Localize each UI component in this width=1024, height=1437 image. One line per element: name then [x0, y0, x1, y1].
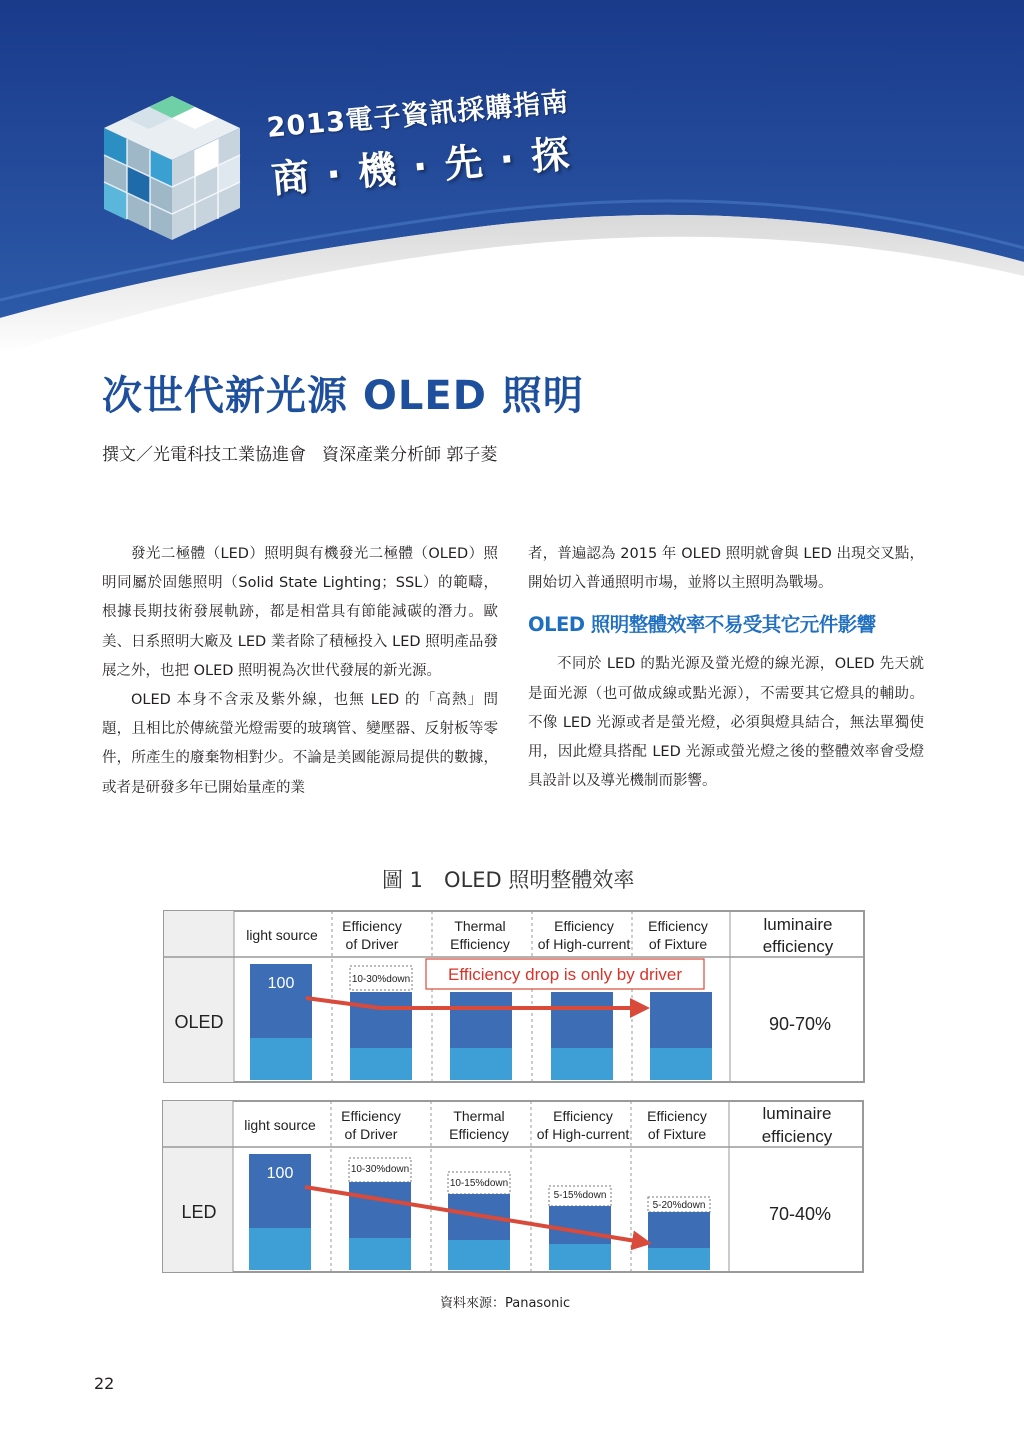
- bar-led-light-source-base: [249, 1228, 311, 1270]
- bar-led-driver: [349, 1182, 411, 1238]
- body-column-left: [102, 540, 498, 803]
- bar-oled-thermal: [450, 992, 512, 1048]
- figure-source: 資料來源：Panasonic: [440, 1296, 571, 1311]
- header-fixture: Efficiency: [648, 918, 708, 934]
- header-fixture: of Fixture: [648, 936, 708, 952]
- led-result: 70-40%: [768, 1204, 832, 1224]
- header-thermal: Efficiency: [449, 1126, 509, 1142]
- header-thermal: Thermal: [454, 918, 506, 934]
- bar-oled-light-source-base: [250, 1038, 312, 1080]
- bar-led-fixture-base: [648, 1248, 710, 1270]
- body-paragraph: 不同於 LED 的點光源及螢光燈的線光源，OLED 先天就是面光源（也可做成線或點光源），不需要其它燈具的輔助。不像 LED 光源或者是螢光燈，必須與燈具結合，無法單獨使用，因此燈具搭配 LED 光源或螢光燈之後的整體效率會受燈具設計以及導光機制而影響。: [528, 656, 924, 790]
- bar-oled-fixture: [650, 992, 712, 1048]
- banner-slogan: 商 · 機 · 先 · 探: [269, 131, 573, 202]
- section-subheading: OLED 照明整體效率不易受其它元件影響: [528, 613, 876, 637]
- header-driver: of Driver: [344, 1126, 398, 1142]
- header-high-current: Efficiency: [554, 918, 614, 934]
- body-paragraph: 發光二極體（LED）照明與有機發光二極體（OLED）照明同屬於固態照明（Solid State Lighting；SSL）的範疇，根據長期技術發展軌跡，都是相當具有節能減碳的潛力。歐美、日系照明大廠及 LED 業者除了積極投入 LED 照明產品發展之外，也把 OLED 照明視為次世代發展的新光源。: [102, 546, 498, 679]
- row-label-oled: OLED: [174, 1012, 224, 1032]
- bar-oled-thermal-base: [450, 1048, 512, 1080]
- page-number: 22: [94, 1374, 115, 1393]
- cube-logo: [94, 90, 250, 246]
- header-high-current: of High-current: [536, 1126, 630, 1142]
- body-paragraph: OLED 本身不含汞及紫外線，也無 LED 的「高熱」問題，且相比於傳統螢光燈需要的玻璃管、變壓器、反射板等零件，所產生的廢棄物相對少。不論是美國能源局提供的數據，或者是研發多年已開始量產的業: [102, 692, 498, 796]
- row-label-led: LED: [181, 1202, 217, 1222]
- oled-table: [164, 911, 864, 1082]
- row-label-cell: [164, 911, 234, 1082]
- efficiency-diagram: [160, 906, 870, 1282]
- header-driver: Efficiency: [341, 1108, 401, 1124]
- oled-result: 90-70%: [768, 1014, 832, 1034]
- bar-led-driver-base: [349, 1238, 411, 1270]
- banner-year-title: 2013電子資訊採購指南: [265, 86, 571, 144]
- byline: [102, 440, 497, 465]
- led-drop-label-1: 10-30%down: [350, 1164, 410, 1175]
- byline-author: 資深產業分析師 郭子菱: [322, 445, 498, 465]
- header-thermal: Thermal: [453, 1108, 505, 1124]
- oled-start-value: 100: [267, 975, 295, 992]
- callout-text: Efficiency drop is only by driver: [447, 965, 683, 984]
- header-thermal: Efficiency: [450, 936, 510, 952]
- article-title: 次世代新光源 OLED 照明: [102, 373, 584, 419]
- header-fixture: Efficiency: [647, 1108, 707, 1124]
- bar-led-high-current-base: [549, 1244, 611, 1270]
- led-start-value: 100: [266, 1165, 294, 1182]
- header-light-source: light source: [244, 1117, 316, 1133]
- figure-title: 圖 1 OLED 照明整體效率: [382, 868, 635, 892]
- led-drop-label-3: 5-15%down: [553, 1190, 607, 1201]
- header-driver: Efficiency: [342, 918, 402, 934]
- header-high-current: of High-current: [537, 936, 631, 952]
- bar-led-high-current: [549, 1206, 611, 1244]
- bar-oled-driver-base: [350, 1048, 412, 1080]
- bar-oled-high-current-base: [551, 1048, 613, 1080]
- led-drop-label-2: 10-15%down: [449, 1178, 509, 1189]
- led-drop-label-4: 5-20%down: [652, 1200, 706, 1211]
- bar-oled-driver: [350, 992, 412, 1048]
- body-column-right: [528, 540, 924, 796]
- oled-driver-drop: 10-30%down: [351, 974, 411, 985]
- row-label-cell: [163, 1101, 233, 1272]
- led-table: [163, 1101, 863, 1272]
- header-luminaire: efficiency: [761, 1127, 833, 1146]
- body-paragraph-continued: 者，普遍認為 2015 年 OLED 照明就會與 LED 出現交叉點，開始切入普通照明市場，並將以主照明為戰場。: [528, 546, 924, 592]
- header-luminaire: luminaire: [763, 915, 833, 934]
- bar-led-thermal-base: [448, 1240, 510, 1270]
- bar-oled-fixture-base: [650, 1048, 712, 1080]
- header-light-source: light source: [246, 927, 318, 943]
- header-driver: of Driver: [345, 936, 399, 952]
- bar-oled-high-current: [551, 992, 613, 1048]
- header-high-current: Efficiency: [553, 1108, 613, 1124]
- header-luminaire: efficiency: [762, 937, 834, 956]
- bar-led-fixture: [648, 1212, 710, 1248]
- header-fixture: of Fixture: [647, 1126, 707, 1142]
- byline-org: 撰文／光電科技工業協進會: [102, 445, 306, 465]
- header-luminaire: luminaire: [762, 1104, 832, 1123]
